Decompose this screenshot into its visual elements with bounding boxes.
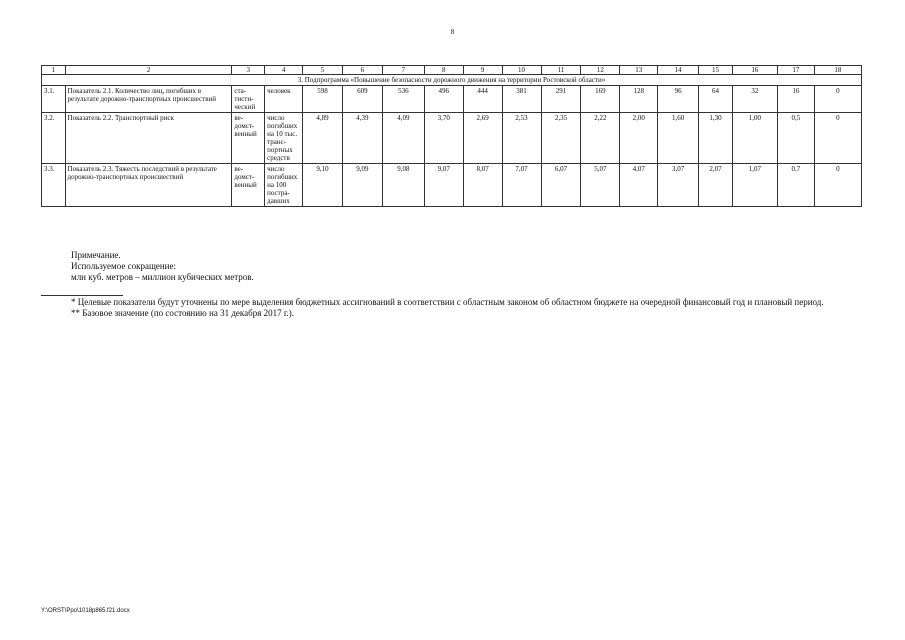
value-cell: 7,07 <box>502 164 541 207</box>
indicator-name: Показатель 2.3. Тяжесть последствий в результате дорожно-транспортных происшествий <box>65 164 232 207</box>
footnote-divider <box>41 295 123 296</box>
value-cell: 4,89 <box>303 113 343 164</box>
value-cell: 0 <box>814 164 861 207</box>
value-cell: 5,07 <box>581 164 620 207</box>
value-cell: 2,69 <box>463 113 502 164</box>
indicator-type: ве-домст-венный <box>232 113 265 164</box>
indicator-unit: число погибших на 10 тыс. транс-портных средств <box>265 113 303 164</box>
footnotes-block <box>41 297 862 319</box>
indicator-type: ста-тисти-ческий <box>232 86 265 113</box>
column-header: 14 <box>658 66 699 75</box>
value-cell: 8,07 <box>463 164 502 207</box>
column-header: 4 <box>265 66 303 75</box>
abbrev-intro: Используемое сокращение: <box>71 261 176 271</box>
table-row <box>42 164 862 207</box>
value-cell: 2,35 <box>541 113 581 164</box>
value-cell: 291 <box>541 86 581 113</box>
section-title: 3. Подпрограмма «Повышение безопасности дорожного движения на территории Ростовской области» <box>42 75 862 86</box>
column-header: 16 <box>732 66 777 75</box>
indicator-type: ве-домст-венный <box>232 164 265 207</box>
indicator-unit: человек <box>265 86 303 113</box>
value-cell: 0,5 <box>777 113 814 164</box>
value-cell: 0 <box>814 113 861 164</box>
value-cell: 0 <box>814 86 861 113</box>
value-cell: 609 <box>342 86 382 113</box>
value-cell: 9,10 <box>303 164 343 207</box>
value-cell: 536 <box>382 86 424 113</box>
value-cell: 96 <box>658 86 699 113</box>
value-cell: 1,00 <box>732 113 777 164</box>
file-path: Y:\ORST\Ppo\1018p865.f21.docx <box>41 608 130 614</box>
table-row <box>42 113 862 164</box>
column-header: 2 <box>65 66 232 75</box>
column-header: 15 <box>699 66 733 75</box>
value-cell: 128 <box>620 86 658 113</box>
column-header: 7 <box>382 66 424 75</box>
value-cell: 2,07 <box>699 164 733 207</box>
table-row <box>42 86 862 113</box>
column-header: 12 <box>581 66 620 75</box>
value-cell: 1,30 <box>699 113 733 164</box>
value-cell: 2,00 <box>620 113 658 164</box>
value-cell: 1,07 <box>732 164 777 207</box>
value-cell: 32 <box>732 86 777 113</box>
column-header: 18 <box>814 66 861 75</box>
abbrev-text: млн куб. метров – миллион кубических метров. <box>71 272 254 282</box>
column-header: 10 <box>502 66 541 75</box>
value-cell: 444 <box>463 86 502 113</box>
value-cell: 4,39 <box>342 113 382 164</box>
value-cell: 169 <box>581 86 620 113</box>
notes-block <box>71 250 254 283</box>
value-cell: 16 <box>777 86 814 113</box>
row-number: 3.3. <box>42 164 66 207</box>
header-row <box>42 66 862 75</box>
column-header: 3 <box>232 66 265 75</box>
value-cell: 6,07 <box>541 164 581 207</box>
indicators-table <box>41 65 862 207</box>
value-cell: 9,07 <box>424 164 463 207</box>
row-number: 3.1. <box>42 86 66 113</box>
value-cell: 0,7 <box>777 164 814 207</box>
value-cell: 4,09 <box>382 113 424 164</box>
column-header: 17 <box>777 66 814 75</box>
value-cell: 3,70 <box>424 113 463 164</box>
column-header: 9 <box>463 66 502 75</box>
column-header: 1 <box>42 66 66 75</box>
footnote-baseline: ** Базовое значение (по состоянию на 31 декабря 2017 г.). <box>71 308 295 318</box>
section-row <box>42 75 862 86</box>
value-cell: 9,09 <box>342 164 382 207</box>
value-cell: 2,53 <box>502 113 541 164</box>
notes-title: Примечание. <box>71 250 121 260</box>
value-cell: 381 <box>502 86 541 113</box>
value-cell: 1,60 <box>658 113 699 164</box>
value-cell: 9,08 <box>382 164 424 207</box>
value-cell: 496 <box>424 86 463 113</box>
value-cell: 64 <box>699 86 733 113</box>
value-cell: 4,07 <box>620 164 658 207</box>
indicator-name: Показатель 2.1. Количество лиц, погибших в результате дорожно-транспортных происшествий <box>65 86 232 113</box>
footnote-targets: * Целевые показатели будут уточнены по мере выделения бюджетных ассигнований в соответствии с областным законом об областном бюджете на очередной финансовый год и плановый период. <box>71 297 824 307</box>
value-cell: 2,22 <box>581 113 620 164</box>
value-cell: 598 <box>303 86 343 113</box>
indicator-name: Показатель 2.2. Транспортный риск <box>65 113 232 164</box>
column-header: 13 <box>620 66 658 75</box>
indicator-unit: число погибших на 100 постра-давших <box>265 164 303 207</box>
row-number: 3.2. <box>42 113 66 164</box>
column-header: 11 <box>541 66 581 75</box>
column-header: 5 <box>303 66 343 75</box>
column-header: 6 <box>342 66 382 75</box>
value-cell: 3,07 <box>658 164 699 207</box>
column-header: 8 <box>424 66 463 75</box>
page-number: 8 <box>450 28 455 36</box>
